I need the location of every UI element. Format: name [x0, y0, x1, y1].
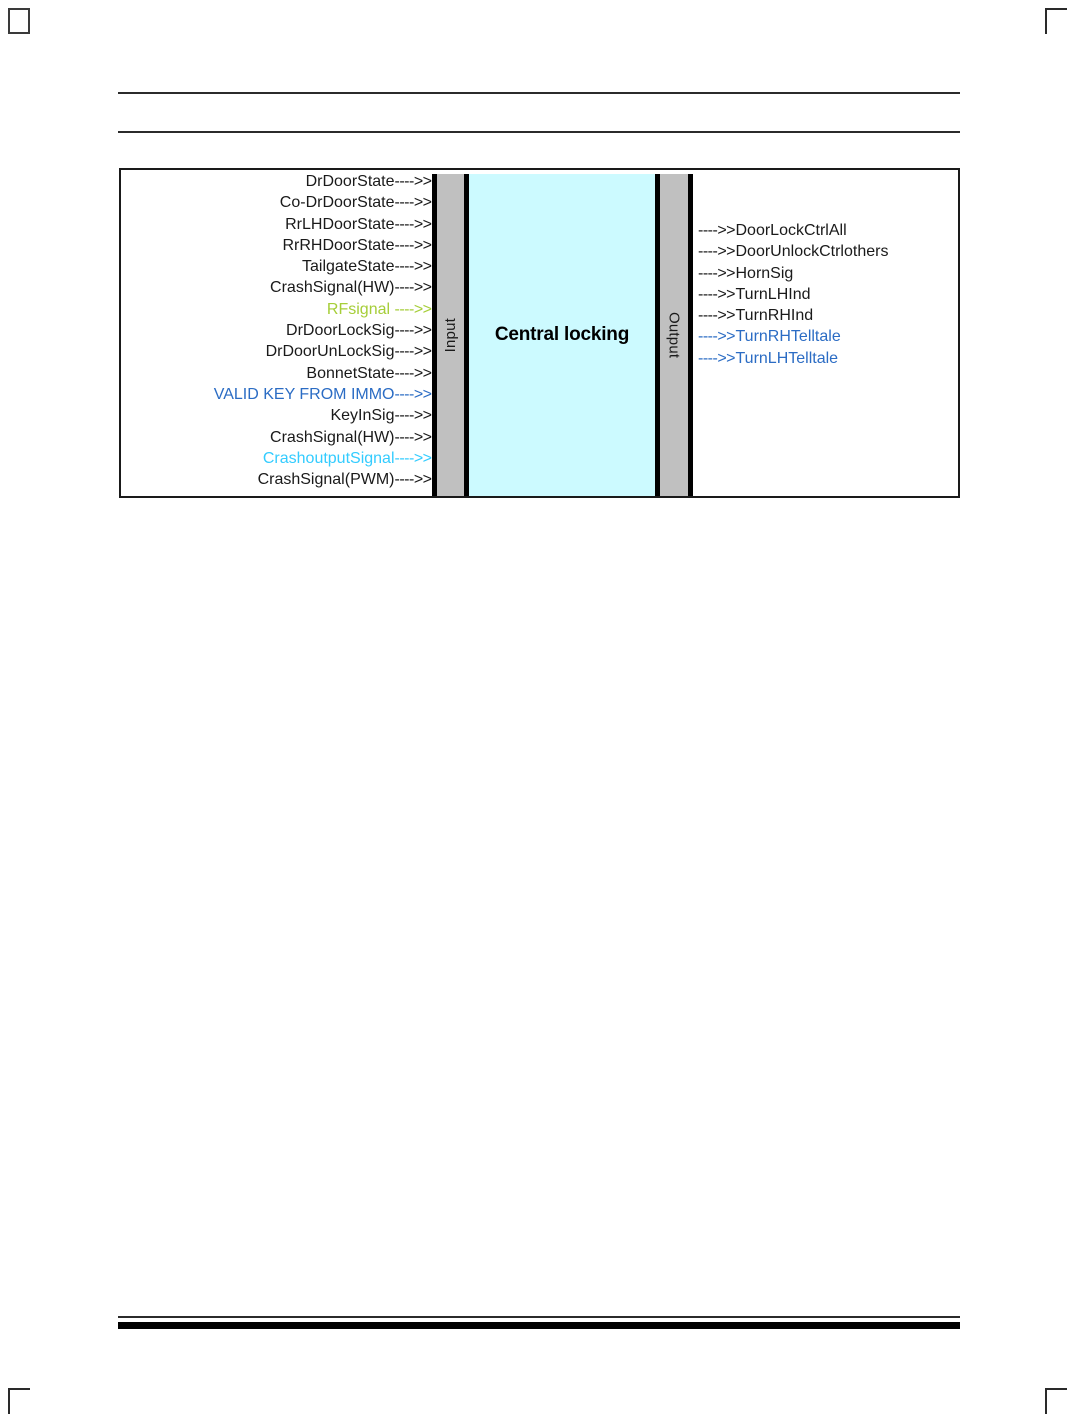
- signal-arrow-icon: ---->: [698, 307, 727, 325]
- input-signal-list: [121, 171, 432, 490]
- input-signal-row: RrRHDoorState---->>: [282, 236, 432, 254]
- signal-label: CrashSignal(PWM): [257, 471, 395, 489]
- signal-label: TurnRHTelltale: [735, 328, 841, 346]
- header-rule-bottom: [118, 131, 960, 133]
- signal-arrow-icon: ---->: [394, 449, 423, 467]
- output-signal-row: ---->>TurnRHTelltale: [698, 328, 841, 346]
- output-signal-row: ---->>TurnRHInd: [698, 307, 814, 325]
- signal-arrow-icon: ---->: [394, 194, 423, 212]
- input-signal-row: KeyInSig---->>: [330, 407, 432, 425]
- block-diagram-canvas: [121, 170, 958, 496]
- input-signal-row: CrashoutputSignal---->>: [262, 449, 432, 467]
- signal-label: CrashSignal(HW): [270, 279, 395, 297]
- signal-arrow-icon: ---->: [394, 428, 423, 446]
- input-signal-row: Co-DrDoorState---->>: [279, 194, 432, 212]
- signal-arrow-icon: ---->: [698, 328, 727, 346]
- signal-label: HornSig: [735, 264, 794, 282]
- signal-label: RrLHDoorState: [285, 215, 395, 233]
- signal-arrow-icon: ---->: [394, 343, 423, 361]
- signal-arrow-icon: ---->: [394, 471, 423, 489]
- signal-arrow-icon: ---->: [698, 285, 727, 303]
- central-locking-title: Central locking: [494, 324, 630, 345]
- footer-rule-thick: [118, 1322, 960, 1329]
- signal-arrow-icon: ---->: [394, 407, 423, 425]
- signal-arrow-icon: ---->: [394, 173, 423, 190]
- crop-mark-bottom-right: [1045, 1388, 1067, 1414]
- signal-label: TailgateState: [301, 258, 395, 276]
- footer-rule-thin: [118, 1316, 960, 1318]
- input-signal-row: TailgateState---->>: [301, 258, 432, 276]
- signal-arrow-icon: ---->: [698, 243, 727, 261]
- signal-arrow-icon: ---->: [394, 236, 423, 254]
- input-signal-row: CrashSignal(HW)---->>: [270, 279, 432, 297]
- signal-label: TurnLHTelltale: [735, 349, 839, 367]
- input-port-bar: [432, 174, 469, 496]
- input-signal-row: VALID KEY FROM IMMO---->>: [213, 385, 432, 403]
- output-signal-row: ---->>TurnLHTelltale: [698, 349, 839, 367]
- input-signal-row: CrashSignal(HW)---->>: [270, 428, 432, 446]
- signal-label: DoorUnlockCtrlothers: [735, 243, 889, 261]
- signal-arrow-icon: ---->: [394, 385, 423, 403]
- output-signal-row: ---->>DoorUnlockCtrlothers: [698, 243, 889, 261]
- signal-arrow-icon: ---->: [394, 279, 423, 297]
- signal-label: RFsignal: [326, 300, 395, 318]
- signal-arrow-icon: ---->: [698, 349, 727, 367]
- header-rule-top: [118, 92, 960, 94]
- signal-label: DrDoorUnLockSig: [265, 343, 395, 361]
- signal-arrow-icon: ---->: [698, 222, 727, 239]
- signal-label: BonnetState: [306, 364, 395, 382]
- input-signal-row: DrDoorLockSig---->>: [286, 322, 432, 340]
- crop-mark-top-right: [1045, 8, 1067, 34]
- signal-label: KeyInSig: [330, 407, 395, 425]
- signal-label: CrashoutputSignal: [262, 449, 395, 467]
- signal-arrow-icon: ---->: [394, 364, 423, 382]
- signal-arrow-icon: ---->: [394, 258, 423, 276]
- input-signal-row: CrashSignal(PWM)---->>: [257, 471, 432, 489]
- output-port-bar: [655, 174, 693, 496]
- output-signal-row: ---->>HornSig: [698, 264, 794, 282]
- signal-label: DrDoorState: [305, 173, 395, 190]
- crop-mark-bottom-left: [8, 1388, 30, 1414]
- input-signal-row: DrDoorUnLockSig---->>: [265, 343, 432, 361]
- signal-label: DoorLockCtrlAll: [735, 222, 847, 239]
- input-signal-row: BonnetState---->>: [306, 364, 432, 382]
- crop-mark-top-left: [8, 8, 30, 34]
- input-port-label: Input: [442, 317, 459, 353]
- block-diagram-figure: [119, 168, 960, 498]
- output-port-label: Output: [665, 311, 683, 359]
- output-signal-list: [698, 220, 888, 369]
- output-signal-row: ---->>DoorLockCtrlAll: [698, 222, 847, 239]
- signal-label: VALID KEY FROM IMMO: [213, 385, 395, 403]
- signal-label: DrDoorLockSig: [286, 322, 395, 340]
- signal-label: CrashSignal(HW): [270, 428, 395, 446]
- signal-label: RrRHDoorState: [282, 236, 395, 254]
- signal-arrow-icon: ---->: [394, 322, 423, 340]
- output-signal-row: ---->>TurnLHInd: [698, 285, 811, 303]
- signal-arrow-icon: ---->: [394, 215, 423, 233]
- signal-label: TurnLHInd: [735, 285, 811, 303]
- signal-label: TurnRHInd: [735, 307, 814, 325]
- signal-label: Co-DrDoorState: [279, 194, 395, 212]
- central-locking-block: [469, 174, 655, 496]
- signal-arrow-icon: ---->: [394, 300, 423, 318]
- input-signal-row: RrLHDoorState---->>: [285, 215, 432, 233]
- input-signal-row: DrDoorState---->>: [305, 173, 432, 190]
- signal-arrow-icon: ---->: [698, 264, 727, 282]
- input-signal-row: RFsignal ---->>: [326, 300, 432, 318]
